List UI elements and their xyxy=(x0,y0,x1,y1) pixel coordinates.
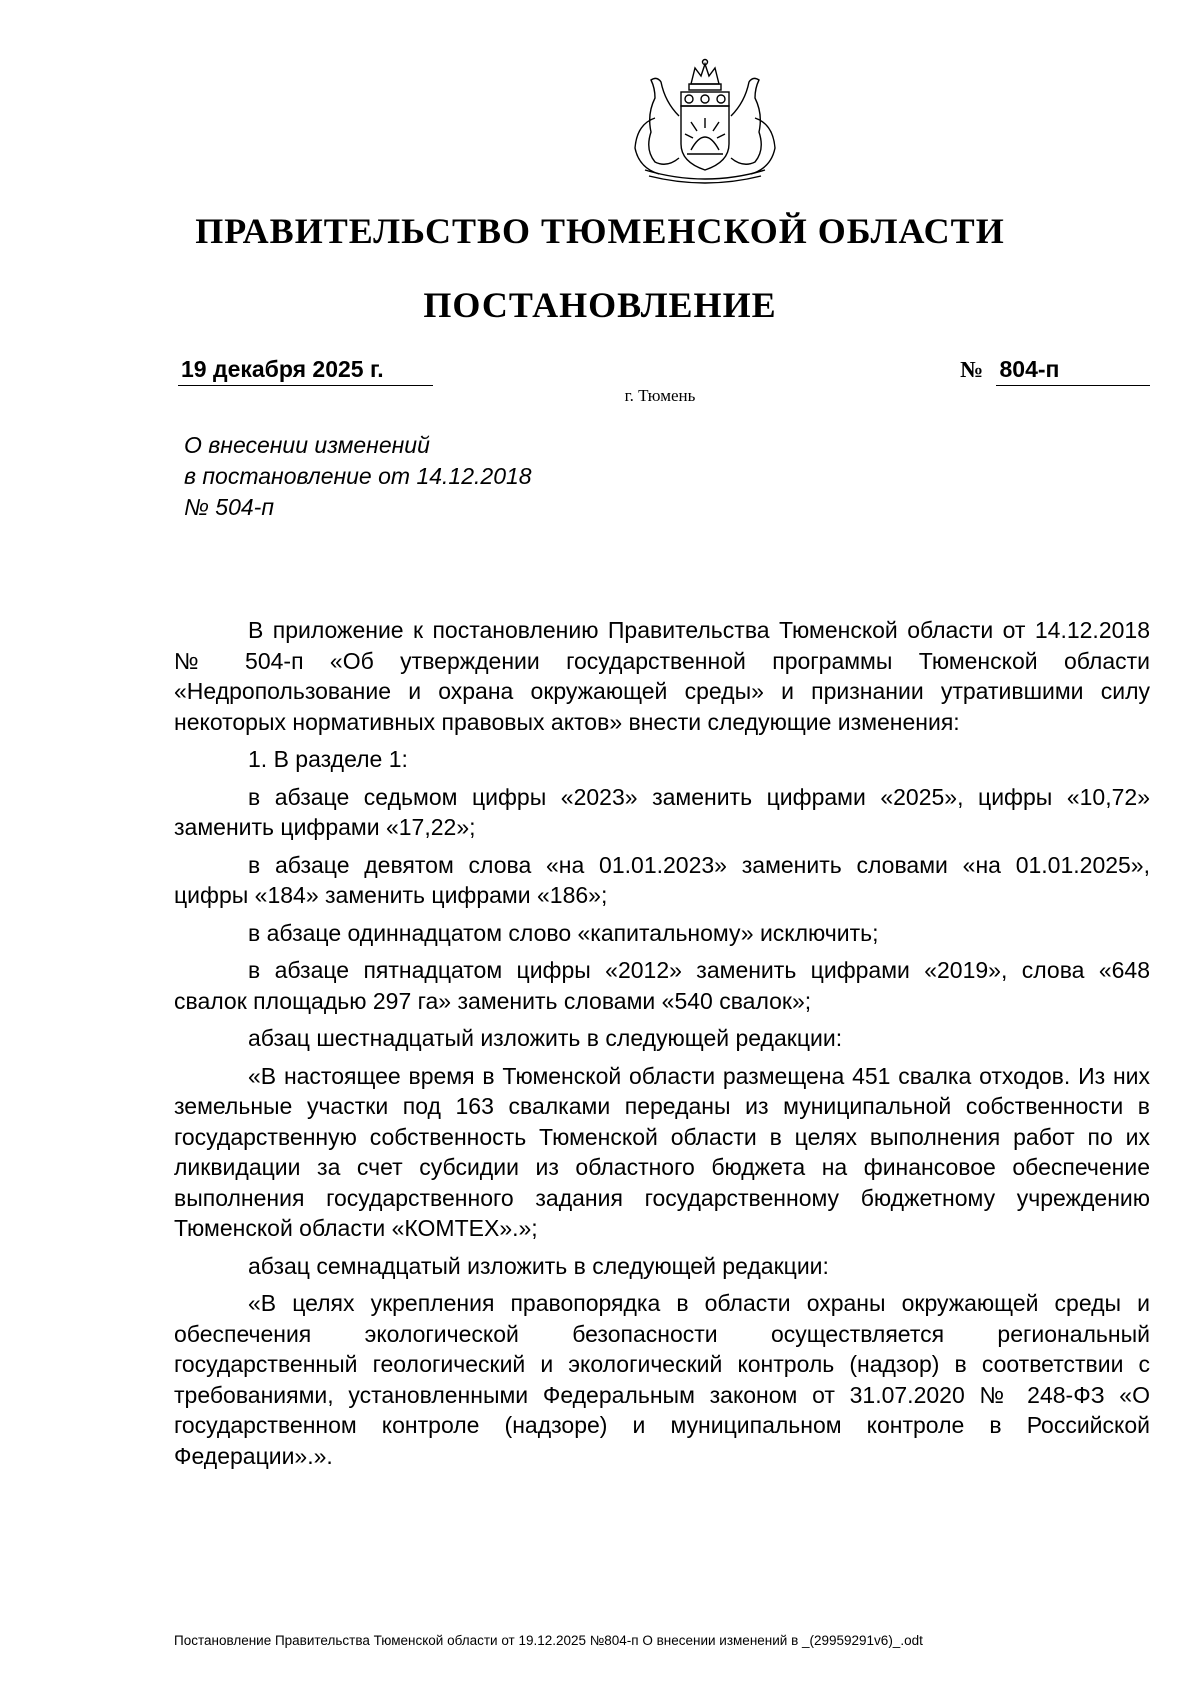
number-sign: № xyxy=(960,357,984,382)
coat-of-arms-icon xyxy=(625,58,785,188)
subject-line: в постановление от 14.12.2018 xyxy=(184,463,532,489)
body-paragraph: «В целях укрепления правопорядка в области охраны окружающей среды и обеспечения экологической безопасности осуществляется региональный государственный геологический и экологический контроль (надзор) в соответствии с требованиями, установленными Федеральным законом от 31.07.2020 № 248-ФЗ «О государственном контроле (надзоре) и муниципальном контроле в Российской Федерации».». xyxy=(174,1290,1150,1469)
document-type-title: ПОСТАНОВЛЕНИЕ xyxy=(423,285,777,325)
body-paragraph: «В настоящее время в Тюменской области размещена 451 свалка отходов. Из них земельные участки под 163 свалками переданы из муниципальной собственности в государственную собственность Тюменской области в целях выполнения работ по их ликвидации за счет субсидии из областного бюджета на финансовое обеспечение выполнения государственного задания государственному бюджетному учреждению Тюменской области «КОМТЕХ».»; xyxy=(174,1062,1150,1241)
document-footer: Постановление Правительства Тюменской области от 19.12.2025 №804-п О внесении изменений в _(29959291v6)_.odt xyxy=(174,1633,923,1648)
decree-number-block xyxy=(960,356,1150,386)
body-paragraph: в абзаце одиннадцатом слово «капитальному» исключить; xyxy=(248,919,879,946)
decree-number: 804-п xyxy=(996,356,1150,386)
body-paragraph: в абзаце пятнадцатом цифры «2012» заменить цифрами «2019», слова «648 свалок площадью 297 га» заменить словами «540 свалок»; xyxy=(174,957,1150,1014)
decree-date: 19 декабря 2025 г. xyxy=(178,356,433,386)
decree-subject xyxy=(184,430,532,523)
body-paragraph: абзац шестнадцатый изложить в следующей редакции: xyxy=(248,1025,843,1051)
body-paragraph: 1. В разделе 1: xyxy=(248,746,408,772)
body-paragraph: В приложение к постановлению Правительства Тюменской области от 14.12.2018 № 504-п «Об утверждении государственной программы Тюменской области «Недропользование и охрана окружающей среды» и признании утратившими силу некоторых нормативных правовых актов» внести следующие изменения: xyxy=(174,617,1150,735)
body-paragraph: в абзаце седьмом цифры «2023» заменить цифрами «2025», цифры «10,72» заменить цифрами «17,22»; xyxy=(174,783,1150,840)
body-paragraph: абзац семнадцатый изложить в следующей редакции: xyxy=(248,1252,829,1279)
subject-line: О внесении изменений xyxy=(184,432,430,458)
decree-body xyxy=(174,615,1150,1478)
subject-line: № 504-п xyxy=(184,494,274,520)
city-label: г. Тюмень xyxy=(624,386,696,405)
body-paragraph: в абзаце девятом слова «на 01.01.2023» заменить словами «на 01.01.2025», цифры «184» заменить цифрами «186»; xyxy=(174,851,1150,908)
government-title: ПРАВИТЕЛЬСТВО ТЮМЕНСКОЙ ОБЛАСТИ xyxy=(195,211,1005,251)
